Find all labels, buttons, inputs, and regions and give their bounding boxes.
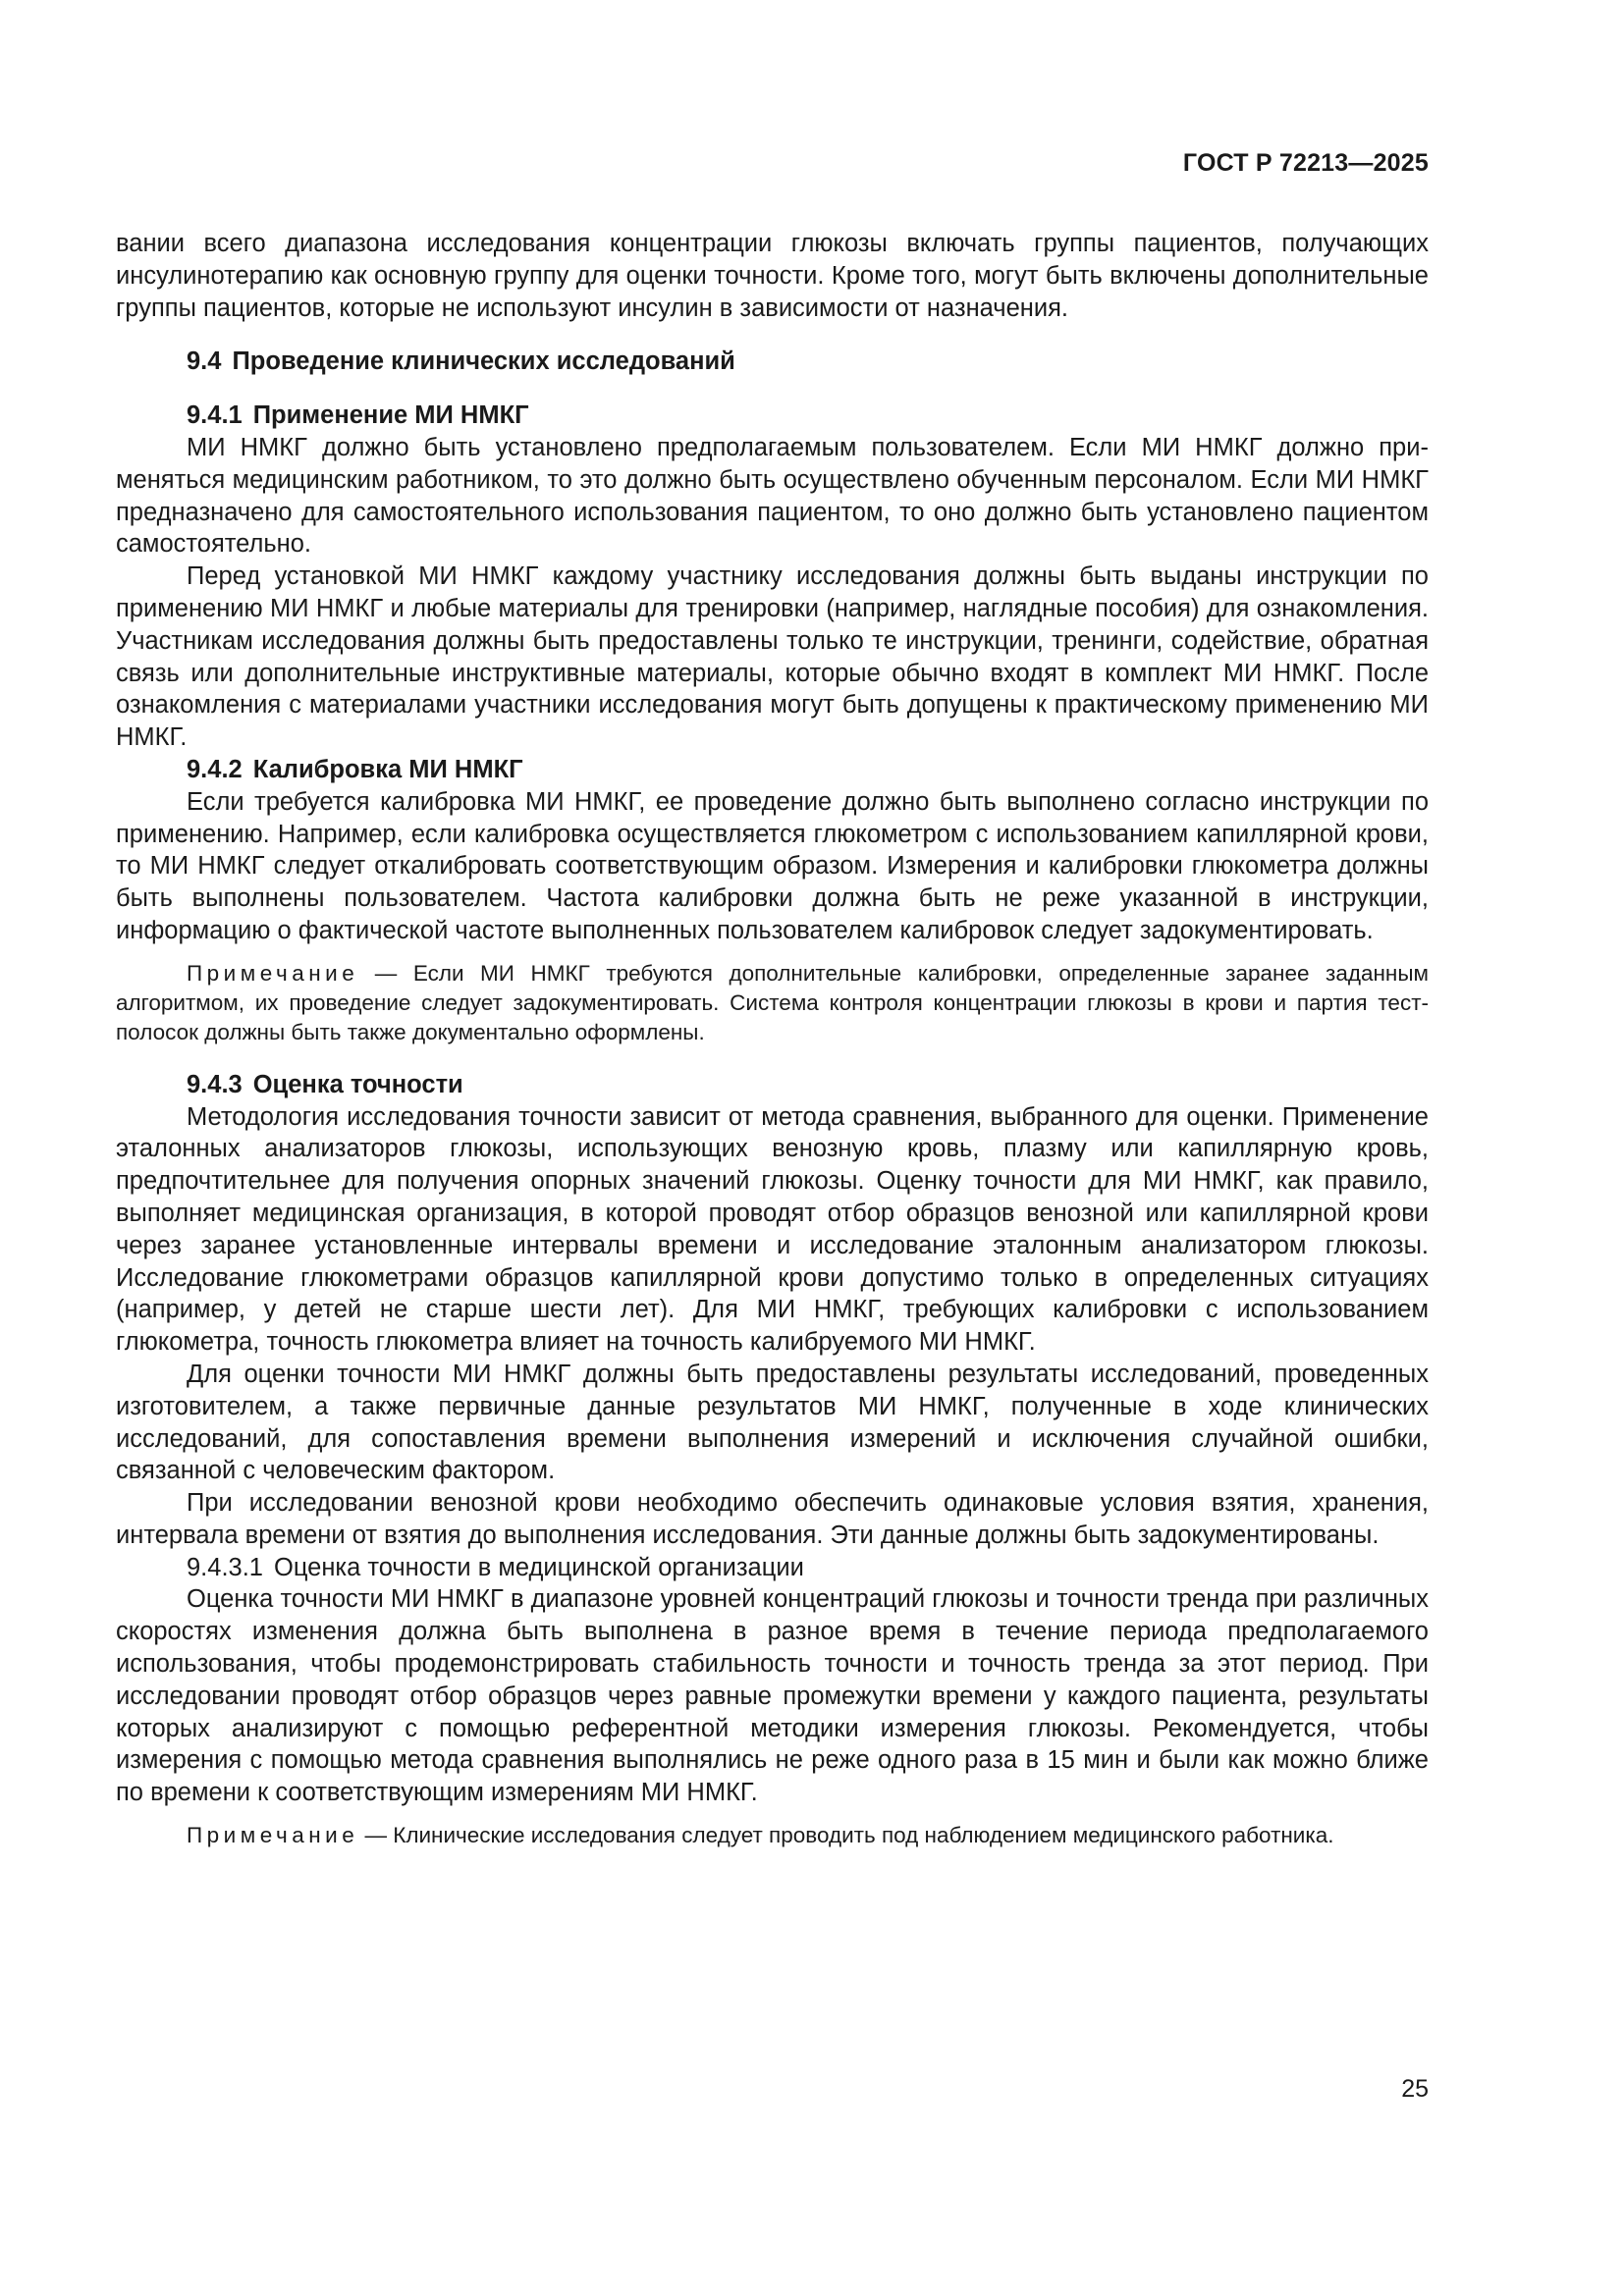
section-number: 9.4.3 [187, 1070, 243, 1098]
spacer [116, 1809, 1429, 1821]
section-title: Оценка точности [252, 1070, 463, 1098]
spacer [116, 324, 1429, 346]
document-body [116, 228, 1429, 1850]
paragraph: МИ НМКГ должно быть установлено предполагаемым пользователем. Если МИ НМКГ должно применяться медицинским работником, то это должно быть осуществлено обученным персоналом. Если МИ НМКГ предназначено для самостоятельного использования пациентом, то оно должно быть установлено пациентом самостоятельно. [116, 433, 1429, 559]
note-9-4-2 [116, 959, 1429, 1047]
paragraph: При исследовании венозной крови необходимо обеспечить одинаковые условия взятия, хранения, интервала времени от взятия до выполнения исследования. Эти данные должны быть задокументированы. [116, 1489, 1429, 1549]
note-text: Если МИ НМКГ требуются дополнительные калибровки, определенные заранее заданным алгоритмом, их проведение следует задокументировать. Система контроля концентрации глюкозы в крови и партия тест-полосок должны быть также документально оформлены. [116, 960, 1429, 1044]
note-dash: — [358, 1823, 394, 1848]
intro-paragraph: вании всего диапазона исследования концентрации глюкозы включать группы пациентов, получающих инсулинотерапию как основную группу для оценки точности. Кроме того, могут быть включены дополнительные группы пациентов, которые не используют инсулин в зависимости от назначения. [116, 230, 1429, 322]
page-number: 25 [1401, 2075, 1429, 2103]
paragraph: Оценка точности МИ НМКГ в диапазоне уровней концентраций глюкозы и точности тренда при различных скоростях изменения должна быть выполнена в разное время в течение периода предполагаемого использования, чтобы продемонстрировать стабильность точности и точность тренда за этот период. При исследовании проводят отбор образцов через равные промежутки времени у каждого пациента, результаты которых анализируют с помощью референтной методики измерения глюкозы. Рекомендуется, чтобы измерения с помощью метода сравнения выполнялись не реже одного раза в 15 мин и были как можно ближе по времени к соответствующим измерениям МИ НМКГ. [116, 1585, 1429, 1807]
section-number: 9.4 [187, 347, 222, 376]
section-number: 9.4.1 [187, 401, 243, 430]
section-title: Применение МИ НМКГ [252, 401, 529, 430]
paragraph: Перед установкой МИ НМКГ каждому участнику исследования должны быть выданы инструкции по применению МИ НМКГ и любые материалы для тренировки (например, наглядные пособия) для ознакомления. Участникам исследования должны быть предоставлены только те инструкции, тренинги, содействие, обратная связь или дополнительные инструктивные материалы, которые обычно входят в комплект МИ НМКГ. После ознакомления с материалами участники исследования могут быть допущены к практическому применению МИ НМКГ. [116, 562, 1429, 752]
paragraph: Методология исследования точности зависит от метода сравнения, выбранного для оценки. Применение эталонных анализаторов глюкозы, использующих венозную кровь, плазму или капиллярную кровь, предпочтительнее для получения опорных значений глюкозы. Оценку точности для МИ НМКГ, как правило, выполняет медицинская организация, в которой проводят отбор образцов венозной или капиллярной крови через заранее установленные интервалы времени и исследование эталонным анализатором глюкозы. Исследование глюкометрами образцов капиллярной крови допустимо только в определенных ситуациях (например, у детей не старше шести лет). Для МИ НМКГ, требующих калибровки с использованием глюкометра, точность глюкометра влияет на точность калибруемого МИ НМКГ. [116, 1102, 1429, 1357]
paragraph: Если требуется калибровка МИ НМКГ, ее проведение должно быть выполнено согласно инструкции по применению. Например, если калибровка осуществляется глюкометром с использованием капиллярной крови, то МИ НМКГ следует откалибровать соответствующим образом. Измерения и калибровки глюкометра должны быть выполнены пользователем. Частота калибровки должна быть не реже указанной в инструкции, информацию о фактической частоте выполненных пользователем калибровок следует задокументировать. [116, 787, 1429, 944]
spacer [116, 378, 1429, 400]
section-heading-9-4-3 [116, 1069, 1429, 1101]
note-label: Примечание [187, 1823, 359, 1848]
section-heading-9-4-1 [116, 400, 1429, 432]
section-heading-9-4-2 [116, 754, 1429, 786]
section-title: Оценка точности в медицинской организации [273, 1553, 804, 1581]
section-heading-9-4-3-1 [116, 1552, 1429, 1584]
section-title: Калибровка МИ НМКГ [252, 755, 523, 783]
note-text: Клинические исследования следует проводить под наблюдением медицинского работника. [393, 1823, 1334, 1848]
section-title: Проведение клинических исследований [232, 347, 735, 376]
section-number: 9.4.2 [187, 755, 243, 783]
section-number: 9.4.3.1 [187, 1553, 263, 1581]
paragraph: Для оценки точности МИ НМКГ должны быть предоставлены результаты исследований, проведенных изготовителем, а также первичные данные результатов МИ НМКГ, полученные в ходе клинических исследований, для сопоставления времени выполнения измерений и исключения случайной ошибки, связанной с человеческим фактором. [116, 1360, 1429, 1485]
spacer [116, 947, 1429, 959]
spacer [116, 1047, 1429, 1069]
note-9-4-3-1 [116, 1821, 1429, 1850]
note-label: Примечание [187, 960, 359, 986]
document-code-header: ГОСТ Р 72213—2025 [1182, 149, 1429, 177]
note-dash: — [358, 960, 413, 986]
section-heading-9-4 [116, 346, 1429, 378]
